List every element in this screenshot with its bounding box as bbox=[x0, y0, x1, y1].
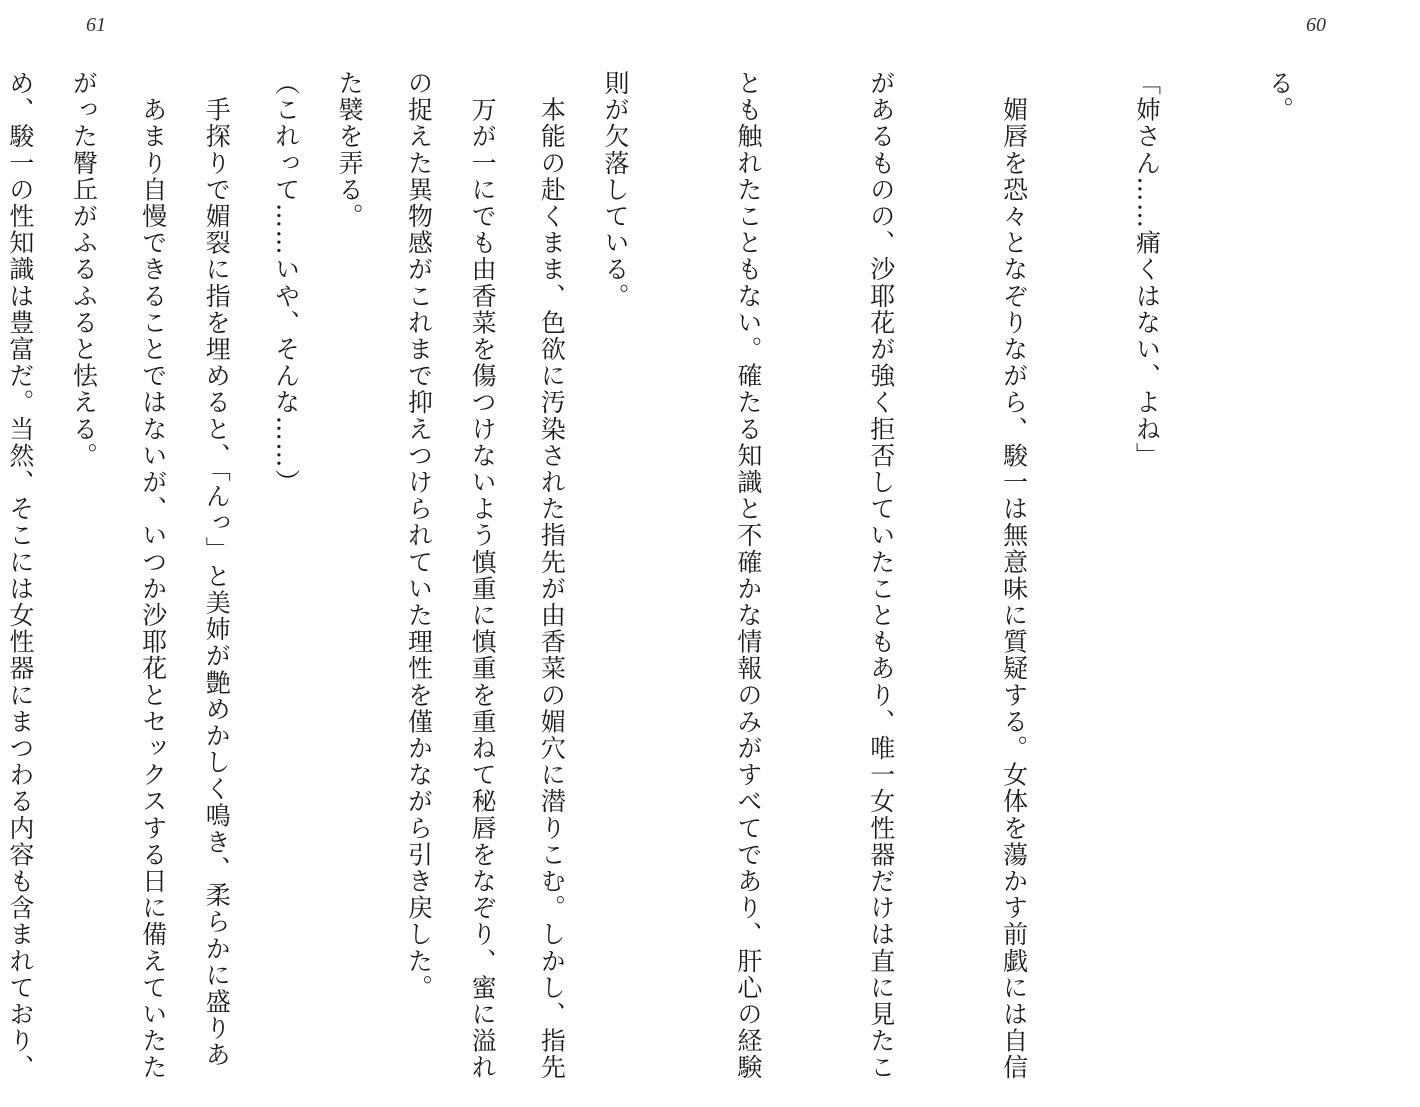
text-line: る。 bbox=[1265, 70, 1295, 124]
text-line: 手探りで媚裂に指を埋めると、「んっ」と美姉が艶めかしく鳴き、柔らかに盛りあ bbox=[202, 70, 232, 1069]
text-line: とも触れたこともない。確たる知識と不確かな情報のみがすべてであり、肝心の経験 bbox=[733, 70, 763, 1081]
text-line: た襞を弄る。 bbox=[335, 70, 365, 230]
text-line: がった臀丘がふるふると怯える。 bbox=[69, 70, 99, 469]
page-number: 60 bbox=[1306, 14, 1326, 36]
text-line: （これって……いや、そんな……） bbox=[271, 70, 301, 496]
text-line: の捉えた異物感がこれまで抑えつけられていた理性を僅かながら引き戻した。 bbox=[404, 70, 434, 1001]
text-line: 「姉さん……痛くはない、よね」 bbox=[1132, 70, 1162, 469]
page-number: 61 bbox=[86, 14, 106, 36]
text-line: め、駿一の性知識は豊富だ。当然、そこには女性器にまつわる内容も含まれており、 bbox=[5, 70, 35, 1081]
text-line: 媚唇を恐々となぞりながら、駿一は無意味に質疑する。女体を蕩かす前戯には自信 bbox=[999, 70, 1029, 1081]
text-line: 本能の赴くまま、色欲に汚染された指先が由香菜の媚穴に潜りこむ。しかし、指先 bbox=[537, 70, 567, 1081]
text-line: 則が欠落している。 bbox=[600, 70, 630, 310]
text-line: 万が一にでも由香菜を傷つけないよう慎重に慎重を重ねて秘唇をなぞり、蜜に溢れ bbox=[468, 70, 498, 1081]
text-line: があるものの、沙耶花が強く拒否していたこともあり、唯一女性器だけは直に見たこ bbox=[866, 70, 896, 1081]
text-line: あまり自慢できることではないが、いつか沙耶花とセックスする日に備えていたた bbox=[138, 70, 168, 1081]
